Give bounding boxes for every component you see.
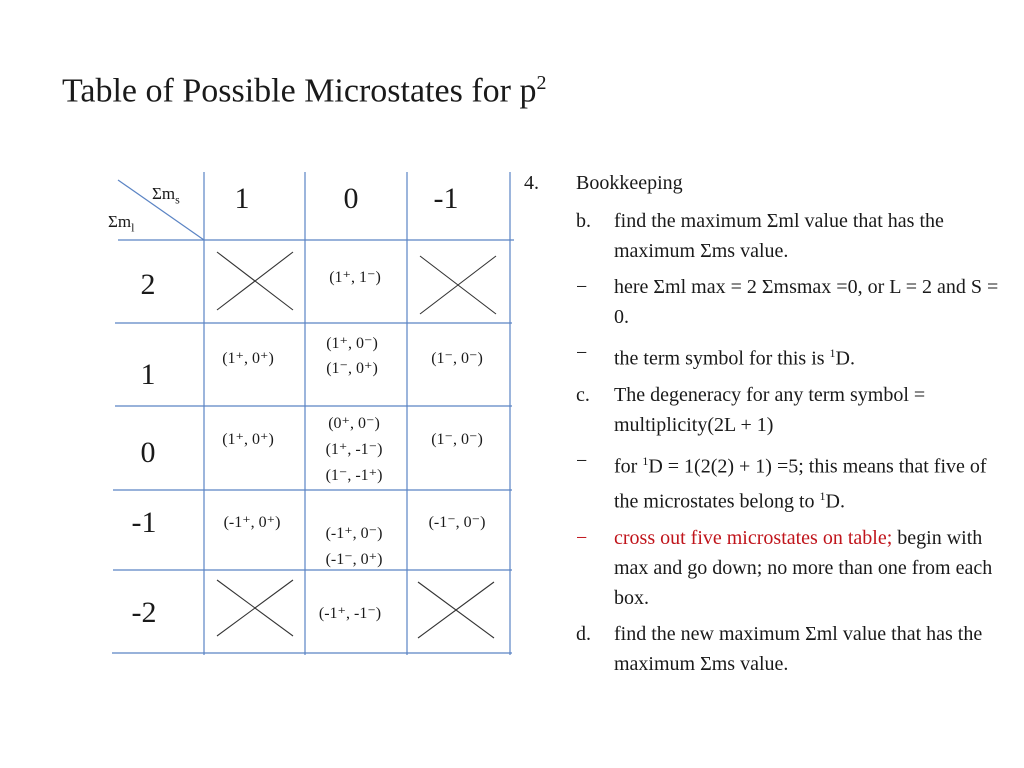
note-d-marker: d. <box>576 622 591 645</box>
note-dash-4-text-rest: begin with max and go down; no more than one from each box. <box>614 526 993 609</box>
note-c-marker: c. <box>576 383 590 406</box>
note-dash-2-text-pre: the term symbol for this is <box>614 347 830 370</box>
cell-r1-c0-a: (1⁺, 0⁻) <box>326 335 378 352</box>
corner-ms-label: $\Sigma m_s$ <box>152 184 180 207</box>
note-dash-2-marker: − <box>576 342 588 364</box>
notes-panel <box>524 168 1004 685</box>
note-c-text: The degeneracy for any term symbol = multiplicity(2L + 1) <box>614 383 926 436</box>
col-header-minus1: -1 <box>433 182 459 215</box>
note-4-marker: 4. <box>524 172 539 194</box>
note-d-text: find the new maximum Σml value that has the maximum Σms value. <box>614 622 983 675</box>
cell-rm2-c0: (-1⁺, -1⁻) <box>318 605 382 622</box>
cell-r1-c0-b: (1⁻, 0⁺) <box>326 360 378 377</box>
cell-rm1-c0-a: (-1⁺, 0⁻) <box>325 525 383 542</box>
note-b-text: find the maximum Σml value that has the maximum Σms value. <box>614 210 944 262</box>
cell-rm1-c0-b: (-1⁻, 0⁺) <box>325 551 383 568</box>
row-label-0: 0 <box>140 436 156 469</box>
note-dash-3-text-mid: D = 1(2(2) + 1) =5; this means that five of the microstates belong to <box>614 455 987 513</box>
col-header-0: 0 <box>343 182 359 215</box>
note-dash-1 <box>524 272 1004 332</box>
cell-r0-c0-a: (0⁺, 0⁻) <box>328 415 380 432</box>
corner-ml-label: $\Sigma m_l$ <box>108 212 135 235</box>
row-label-1: 1 <box>140 358 156 391</box>
slide-title: Table of Possible Microstates for $p^2$ <box>62 72 547 110</box>
note-dash-4-marker: − <box>576 526 588 549</box>
note-dash-1-marker: − <box>576 276 588 298</box>
note-dash-3-text-pre: for <box>614 455 643 478</box>
cell-r1-cp1: (1⁺, 0⁺) <box>222 350 274 367</box>
note-dash-3-marker: − <box>576 449 588 472</box>
note-dash-3-sup2: 1 <box>819 489 826 504</box>
note-4-text: Bookkeeping <box>576 172 683 194</box>
note-b <box>524 206 1004 266</box>
row-label-2: 2 <box>140 268 156 301</box>
note-dash-3-text-post: D. <box>825 490 845 513</box>
note-c <box>524 380 1004 440</box>
note-dash-2 <box>524 338 1004 374</box>
row-label-minus2: -2 <box>131 596 157 629</box>
cell-r0-c0-b: (1⁺, -1⁻) <box>325 441 383 458</box>
note-dash-4 <box>524 523 1004 613</box>
cell-r1-cm1: (1⁻, 0⁻) <box>431 350 483 367</box>
note-dash-4-text-red: cross out five microstates on table; <box>614 526 893 549</box>
col-header-1: 1 <box>234 182 250 215</box>
row-label-minus1: -1 <box>131 506 157 539</box>
note-dash-3-sup: 1 <box>642 453 649 468</box>
cell-r0-cp1: (1⁺, 0⁺) <box>222 431 274 448</box>
cell-r0-c0-c: (1⁻, -1⁺) <box>325 467 383 484</box>
cell-r0-cm1: (1⁻, 0⁻) <box>431 431 483 448</box>
note-d <box>524 619 1004 679</box>
note-dash-3 <box>524 446 1004 517</box>
cell-rm1-cp1: (-1⁺, 0⁺) <box>223 514 281 531</box>
note-dash-2-text-post: D. <box>835 347 855 370</box>
note-4 <box>524 168 1004 198</box>
cell-rm1-cm1: (-1⁻, 0⁻) <box>428 514 486 531</box>
note-dash-1-text: here Σml max = 2 Σmsmax =0, or L = 2 and S = 0. <box>614 276 999 328</box>
note-b-marker: b. <box>576 210 591 232</box>
note-dash-2-sup: 1 <box>829 346 836 360</box>
cell-r2-c0: (1⁺, 1⁻) <box>329 269 381 286</box>
